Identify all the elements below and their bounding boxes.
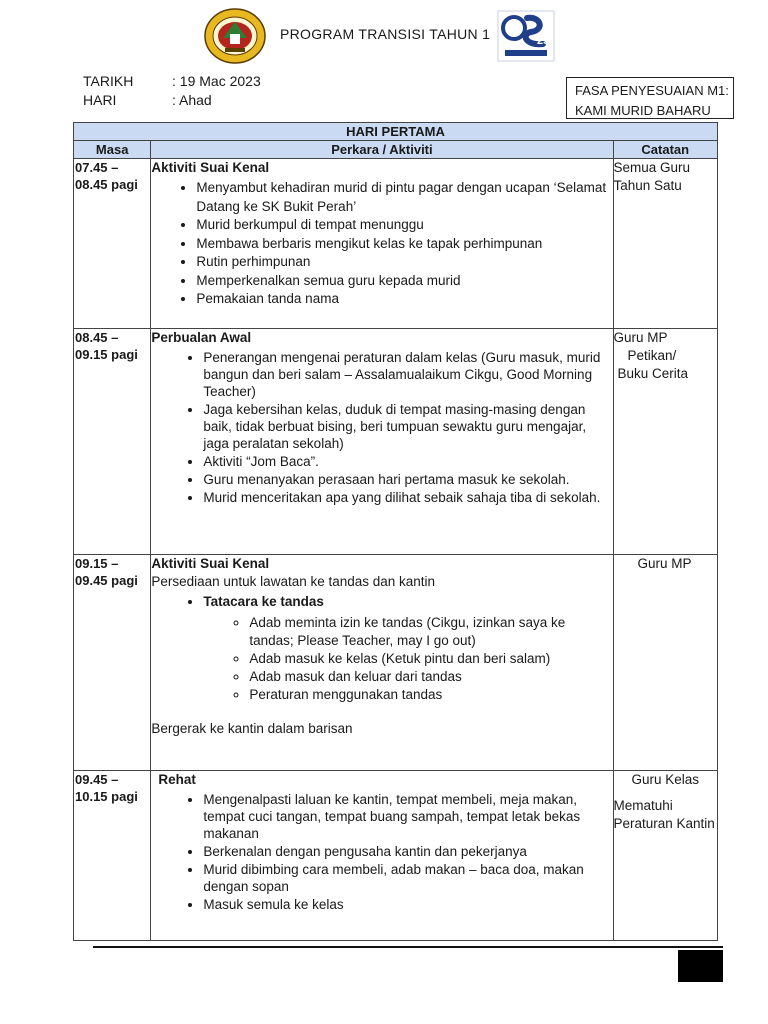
list-item: • Berkenalan dengan pengusaha kantin dan pekerjanya xyxy=(203,843,612,860)
catatan-cell xyxy=(613,329,718,555)
list-item: • Murid menceritakan apa yang dilihat sebaik sahaja tiba di sekolah. xyxy=(203,489,612,506)
subtopic-list xyxy=(151,593,612,612)
list-item: • Aktiviti “Jom Baca”. xyxy=(203,453,612,470)
activity-list xyxy=(151,791,612,913)
list-item: • Jaga kebersihan kelas, duduk di tempat masing-masing dengan baik, tidak berbuat bising, beri tumpuan sewaktu guru mengajar, jaga peralatan sekolah) xyxy=(203,401,612,452)
list-item: ◦ Adab masuk ke kelas (Ketuk pintu dan beri salam) xyxy=(249,650,612,668)
activity-title: Perbualan Awal xyxy=(151,330,252,345)
masa-cell: 09.45 – 10.15 pagi xyxy=(74,771,151,941)
masa-cell: 08.45 – 09.15 pagi xyxy=(74,329,151,555)
perkara-cell xyxy=(151,159,613,329)
list-item: • Pemakaian tanda nama xyxy=(196,290,612,309)
list-item: ◦ Peraturan menggunakan tandas xyxy=(249,686,612,704)
education-badge-icon xyxy=(497,10,555,62)
fasa-line-1: FASA PENYESUAIAN M1: xyxy=(575,83,729,98)
tarikh-label: TARIKH xyxy=(83,73,134,89)
school-crest-logo xyxy=(203,8,267,64)
hari-value: : Ahad xyxy=(172,92,212,108)
list-item: • Memperkenalkan semua guru kepada murid xyxy=(196,272,612,291)
list-item: • Rutin perhimpunan xyxy=(196,253,612,272)
table-row xyxy=(74,329,718,555)
table-title-row xyxy=(74,123,718,141)
list-item: • Murid berkumpul di tempat menunggu xyxy=(196,216,612,235)
catatan-cell xyxy=(613,771,718,941)
table-header-row xyxy=(74,141,718,159)
catatan-line: Buku Cerita xyxy=(617,366,689,381)
fasa-box xyxy=(566,77,734,119)
list-item: • Murid dibimbing cara membeli, adab makan – baca doa, makan dengan sopan xyxy=(203,861,612,895)
page-number-block xyxy=(678,950,723,982)
list-item: • Menyambut kehadiran murid di pintu pagar dengan ucapan ‘Selamat Datang ke SK Bukit Perah’ xyxy=(196,179,612,216)
activity-outro: Bergerak ke kantin dalam barisan xyxy=(151,720,353,736)
activity-title: Rehat xyxy=(158,772,196,787)
masa-cell: 07.45 – 08.45 pagi xyxy=(74,159,151,329)
list-item: ◦ Adab masuk dan keluar dari tandas xyxy=(249,668,612,686)
badge-number: 25 xyxy=(537,35,550,47)
catatan-line: Mematuhi Peraturan Kantin xyxy=(613,798,715,831)
list-item: ◦ Adab meminta izin ke tandas (Cikgu, izinkan saya ke tandas; Please Teacher, may I go out) xyxy=(249,614,612,650)
procedure-list xyxy=(151,614,612,704)
list-item: • Tatacara ke tandas xyxy=(203,593,612,612)
tarikh-value: : 19 Mac 2023 xyxy=(172,73,261,89)
activity-title: Aktiviti Suai Kenal xyxy=(151,556,270,571)
catatan-line: Guru Kelas xyxy=(631,772,700,787)
catatan-cell: Semua Guru Tahun Satu xyxy=(613,159,718,329)
activity-title: Aktiviti Suai Kenal xyxy=(151,160,270,175)
perkara-cell xyxy=(151,555,613,771)
activity-list xyxy=(151,349,612,506)
list-item: • Membawa berbaris mengikut kelas ke tapak perhimpunan xyxy=(196,235,612,254)
activity-list xyxy=(151,179,612,309)
school-crest-icon xyxy=(203,8,267,64)
masa-cell: 09.15 – 09.45 pagi xyxy=(74,555,151,771)
table-title: HARI PERTAMA xyxy=(74,123,718,141)
fasa-line-2: KAMI MURID BAHARU xyxy=(575,102,711,118)
activity-intro: Persediaan untuk lawatan ke tandas dan kantin xyxy=(151,574,436,589)
hari-label: HARI xyxy=(83,92,117,108)
table-row xyxy=(74,771,718,941)
list-item: • Guru menanyakan perasaan hari pertama masuk ke sekolah. xyxy=(203,471,612,488)
schedule-table xyxy=(73,122,718,941)
list-item: • Masuk semula ke kelas xyxy=(203,896,612,913)
education-badge-logo xyxy=(497,10,555,62)
header-catatan: Catatan xyxy=(613,141,718,159)
header-perkara: Perkara / Aktiviti xyxy=(151,141,613,159)
table-row xyxy=(74,555,718,771)
catatan-line: Guru MP xyxy=(613,330,668,345)
catatan-line: Petikan/ xyxy=(627,348,677,363)
footer-divider xyxy=(93,946,723,948)
list-item: • Mengenalpasti laluan ke kantin, tempat membeli, meja makan, tempat cuci tangan, tempat buang sampah, tempat letak bekas makanan xyxy=(203,791,612,842)
list-item: • Penerangan mengenai peraturan dalam kelas (Guru masuk, murid bangun dan beri salam – Assalamualaikum Cikgu, Good Morning Teacher) xyxy=(203,349,612,400)
perkara-cell xyxy=(151,771,613,941)
header-masa: Masa xyxy=(74,141,151,159)
catatan-cell: Guru MP xyxy=(613,555,718,771)
perkara-cell xyxy=(151,329,613,555)
table-row xyxy=(74,159,718,329)
program-title: PROGRAM TRANSISI TAHUN 1 xyxy=(280,26,491,42)
